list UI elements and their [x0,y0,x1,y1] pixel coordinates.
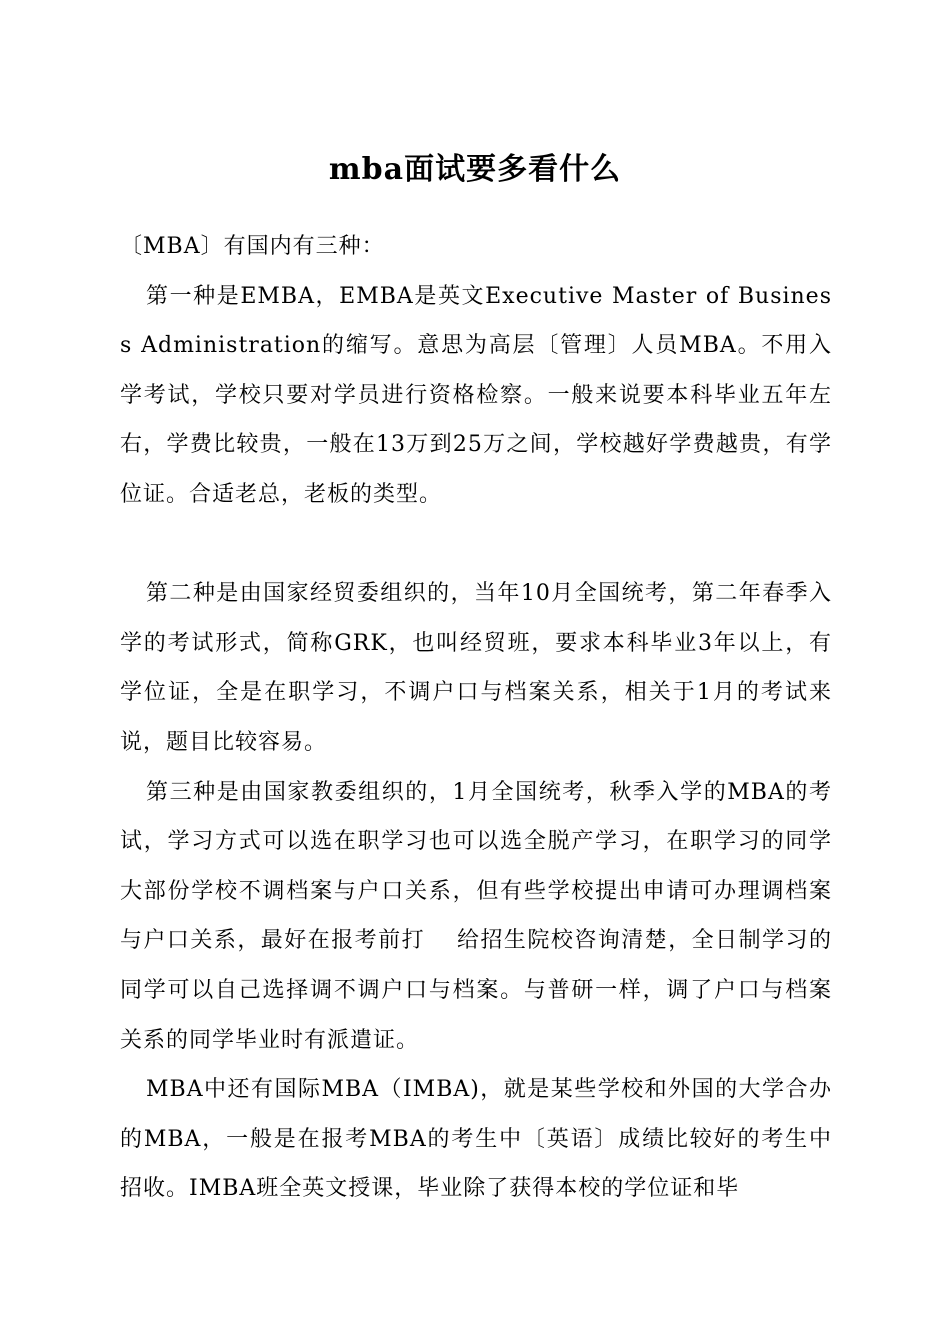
paragraph-spacer [120,520,832,570]
paragraph-grk: 第二种是由国家经贸委组织的，当年10月全国统考，第二年春季入学的考试形式，简称GRK，也叫经贸班，要求本科毕业3年以上，有学位证，全是在职学习，不调户口与档案关系，相关于1月的考试来说，题目比较容易。 [120,581,832,755]
paragraph-imba: MBA中还有国际MBA（IMBA)，就是某些学校和外国的大学合办的MBA，一般是在报考MBA的考生中〔英语〕成绩比较好的考生中招收。IMBA班全英文授课，毕业除了获得本校的学位证和毕 [120,1077,832,1202]
paragraph-intro: 〔MBA〕有国内有三种： [120,234,385,259]
document-body [120,222,832,1214]
document-title: mba面试要多看什么 [328,152,622,187]
paragraph-emba: 第一种是EMBA，EMBA是英文Executive Master of Business Administration的缩写。意思为高层〔管理〕人员MBA。不用入学考试，学校只要对学员进行资格检察。一般来说要本科毕业五年左右，学费比较贵，一般在13万到25万之间，学校越好学费越贵，有学位证。合适老总，老板的类型。 [120,283,832,507]
paragraph-national-mba: 第三种是由国家教委组织的，1月全国统考，秋季入学的MBA的考试，学习方式可以选在职学习也可以选全脱产学习，在职学习的同学大部份学校不调档案与户口关系，但有些学校提出申请可办理调档案与户口关系，最好在报考前打 给招生院校咨询清楚，全日制学习的同学可以自己选择调不调户口与档案。与普研一样，调了户口与档案关系的同学毕业时有派遣证。 [120,779,832,1053]
